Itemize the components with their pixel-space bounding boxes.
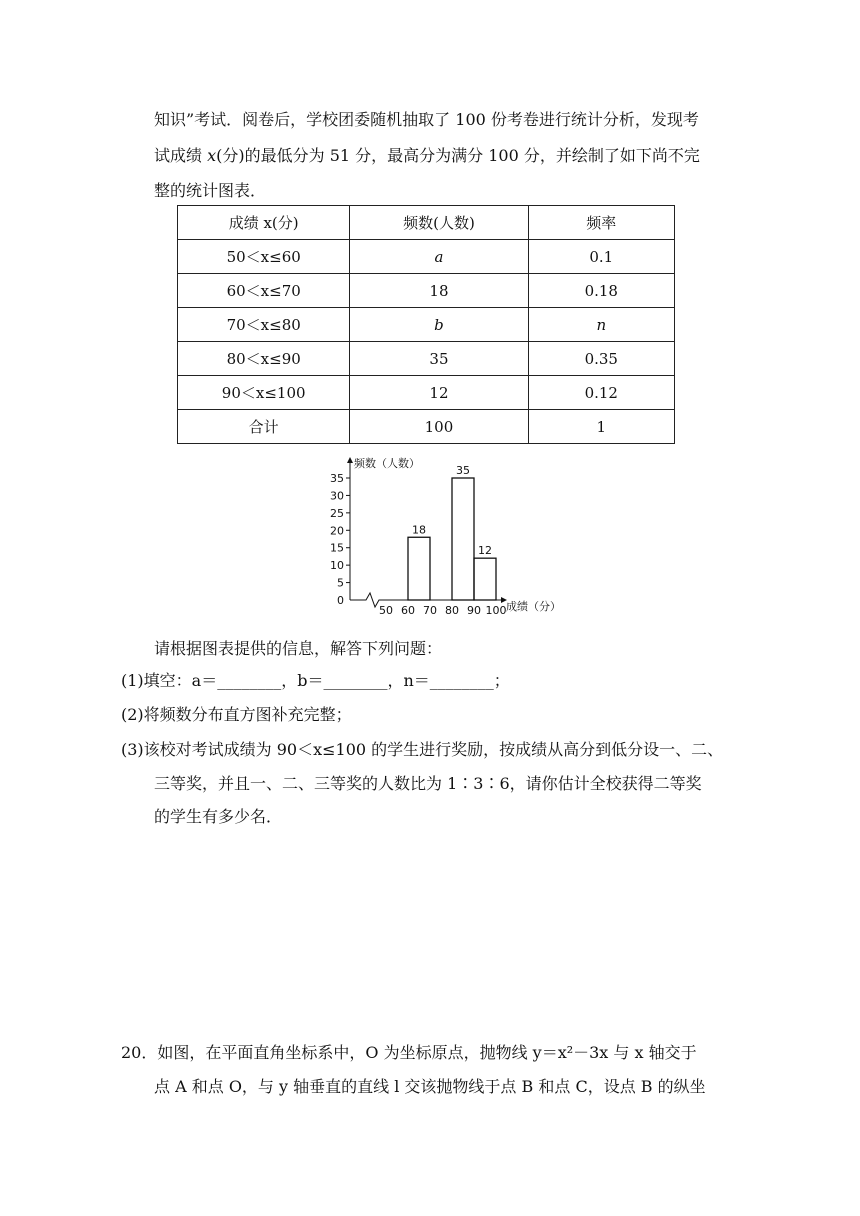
question-3-line-2: 三等奖，并且一、二、三等奖的人数比为 1∶3∶6，请你估计全校获得二等奖 xyxy=(154,774,702,793)
table-cell: 0.1 xyxy=(528,240,674,274)
y-tick-label: 15 xyxy=(330,541,344,555)
table-cell: a xyxy=(350,240,528,274)
y-tick-label: 0 xyxy=(337,594,344,607)
table-cell: 18 xyxy=(350,274,528,308)
table-header-cell: 成绩 x(分) xyxy=(178,206,350,240)
table-cell: 60＜x≤70 xyxy=(178,274,350,308)
table-cell: n xyxy=(528,308,674,342)
table-row xyxy=(178,410,675,444)
table-header-cell: 频数(人数) xyxy=(350,206,528,240)
table-row xyxy=(178,240,675,274)
table-cell: 合计 xyxy=(178,410,350,444)
table-cell: 0.35 xyxy=(528,342,674,376)
histogram-bar xyxy=(452,478,474,600)
table-cell: 12 xyxy=(350,376,528,410)
x-tick-label: 70 xyxy=(423,604,437,617)
x-tick-label: 100 xyxy=(485,604,507,617)
table-row xyxy=(178,342,675,376)
table-cell: 90＜x≤100 xyxy=(178,376,350,410)
frequency-table xyxy=(177,205,675,444)
intro-variable-x: x xyxy=(207,146,217,165)
x-tick-label: 60 xyxy=(401,604,415,617)
question-3-line-3: 的学生有多少名． xyxy=(154,807,283,826)
table-cell: 100 xyxy=(350,410,528,444)
y-tick-label: 30 xyxy=(330,489,344,503)
question-2: (2)将频数分布直方图补充完整； xyxy=(121,705,352,724)
intro-line-1: 知识”考试．阅卷后，学校团委随机抽取了 100 份考卷进行统计分析，发现考 xyxy=(154,110,699,129)
table-header-row xyxy=(178,206,675,240)
table-cell: 70＜x≤80 xyxy=(178,308,350,342)
table-row xyxy=(178,376,675,410)
x-axis-label: 成绩（分） xyxy=(506,600,561,613)
table-cell: 0.18 xyxy=(528,274,674,308)
frequency-histogram xyxy=(330,452,590,622)
table-cell: 50＜x≤60 xyxy=(178,240,350,274)
x-tick-label: 90 xyxy=(467,604,481,617)
question-1: (1)填空：a＝________，b＝________，n＝________； xyxy=(121,671,510,690)
problem-20-line-1: 20．如图，在平面直角坐标系中，O 为坐标原点，抛物线 y＝x²－3x 与 x 轴交于 xyxy=(121,1043,697,1062)
histogram-bar xyxy=(474,558,496,600)
y-tick-label: 35 xyxy=(330,472,344,485)
table-header-cell: 频率 xyxy=(528,206,674,240)
y-tick-label: 10 xyxy=(330,559,344,573)
histogram-bar xyxy=(408,537,430,600)
table-row xyxy=(178,308,675,342)
table-row xyxy=(178,274,675,308)
intro-line-2 xyxy=(154,146,700,166)
problem-20-line-2: 点 A 和点 O，与 y 轴垂直的直线 l 交该抛物线于点 B 和点 C，设点 B 的纵坐 xyxy=(154,1077,706,1096)
intro-line-2-part-a: 试成绩 xyxy=(154,146,208,165)
y-axis-label: 频数（人数） xyxy=(354,457,420,470)
table-cell: 0.12 xyxy=(528,376,674,410)
table-cell: 80＜x≤90 xyxy=(178,342,350,376)
y-tick-label: 5 xyxy=(337,576,344,590)
bar-data-label: 18 xyxy=(412,523,426,537)
table-cell: 35 xyxy=(350,342,528,376)
table-cell: b xyxy=(350,308,528,342)
intro-line-3: 整的统计图表． xyxy=(154,181,267,200)
y-tick-label: 20 xyxy=(330,524,344,538)
question-3-line-1: (3)该校对考试成绩为 90＜x≤100 的学生进行奖励，按成绩从高分到低分设一、二、 xyxy=(121,740,724,759)
y-tick-label: 25 xyxy=(330,506,344,520)
x-tick-label: 50 xyxy=(379,604,393,617)
bar-data-label: 35 xyxy=(456,464,470,477)
intro-line-2-part-b: (分)的最低分为 51 分，最高分为满分 100 分，并绘制了如下尚不完 xyxy=(216,146,700,165)
x-tick-label: 80 xyxy=(445,604,459,617)
table-cell: 1 xyxy=(528,410,674,444)
bar-data-label: 12 xyxy=(478,544,492,558)
question-prompt: 请根据图表提供的信息，解答下列问题： xyxy=(154,639,443,658)
